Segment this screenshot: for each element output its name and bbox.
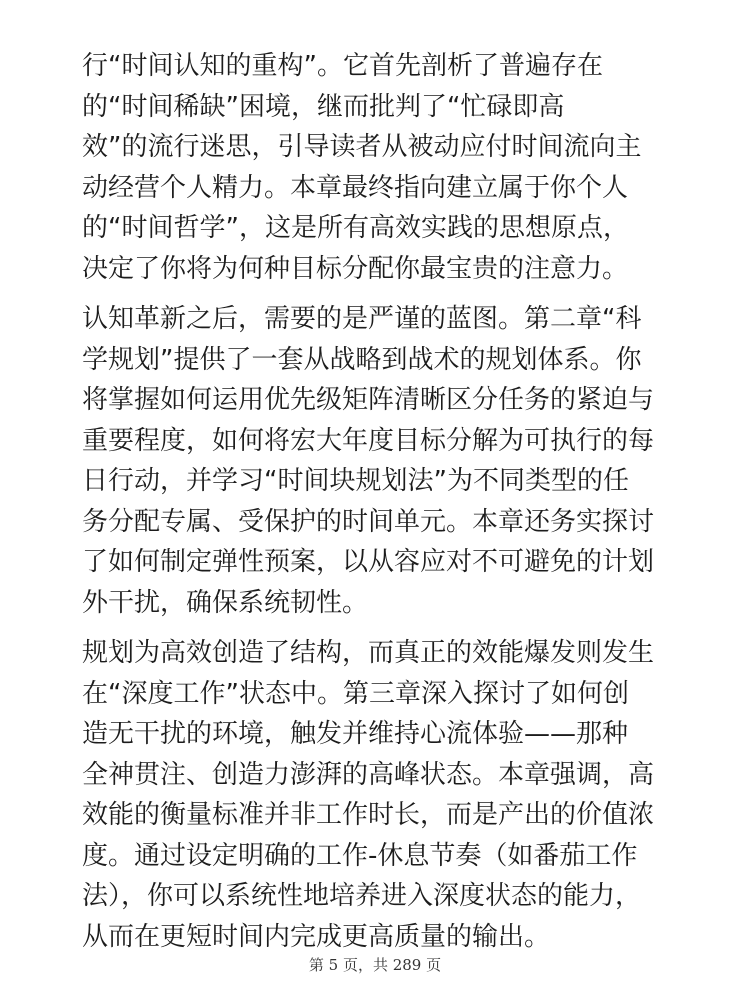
text-line: 度。通过设定明确的工作-休息节奏（如番茄工作 (82, 840, 638, 871)
text-line: 的“时间稀缺”困境，继而批判了“忙碌即高 (82, 91, 565, 122)
text-line: 在“深度工作”状态中。第三章深入探讨了如何创 (82, 678, 629, 709)
text-line: 了如何制定弹性预案，以从容应对不可避免的计划 (82, 547, 655, 577)
page-number-footer: 第 5 页，共 289 页 (308, 956, 442, 974)
text-line: 决定了你将为何种目标分配你最宝贵的注意力。 (82, 253, 629, 284)
text-line: 规划为高效创造了结构，而真正的效能爆发则发生 (82, 638, 655, 668)
text-line: 效能的衡量标准并非工作时长，而是产出的价值浓 (82, 800, 655, 830)
text-line: 的“时间哲学”，这是所有高效实践的思想原点， (82, 213, 629, 243)
text-line: 学规划”提供了一套从战略到战术的规划体系。你 (82, 344, 642, 375)
text-line: 日行动，并学习“时间块规划法”为不同类型的任 (82, 466, 629, 496)
text-line: 行“时间认知的重构”。它首先剖析了普遍存在 (82, 51, 603, 81)
text-line: 全神贯注、创造力澎湃的高峰状态。本章强调，高 (82, 759, 655, 790)
text-line: 外干扰，确保系统韧性。 (82, 587, 369, 618)
text-line: 重要程度，如何将宏大年度目标分解为可执行的每 (82, 425, 655, 456)
text-line: 将掌握如何运用优先级矩阵清晰区分任务的紧迫与 (82, 385, 655, 415)
text-line: 动经营个人精力。本章最终指向建立属于你个人 (82, 172, 629, 203)
paragraph-1 (82, 46, 682, 289)
text-line: 认知革新之后，需要的是严谨的蓝图。第二章“科 (82, 304, 642, 334)
body-text (82, 46, 682, 967)
paragraph-2 (82, 299, 682, 623)
text-line: 效”的流行迷思，引导读者从被动应付时间流向主 (82, 132, 642, 162)
text-line: 法），你可以系统性地培养进入深度状态的能力， (82, 881, 642, 911)
text-line: 务分配专属、受保护的时间单元。本章还务实探讨 (82, 506, 655, 537)
paragraph-3 (82, 633, 682, 957)
text-line: 从而在更短时间内完成更高质量的输出。 (82, 921, 551, 952)
text-line: 造无干扰的环境，触发并维持心流体验——那种 (82, 719, 629, 749)
